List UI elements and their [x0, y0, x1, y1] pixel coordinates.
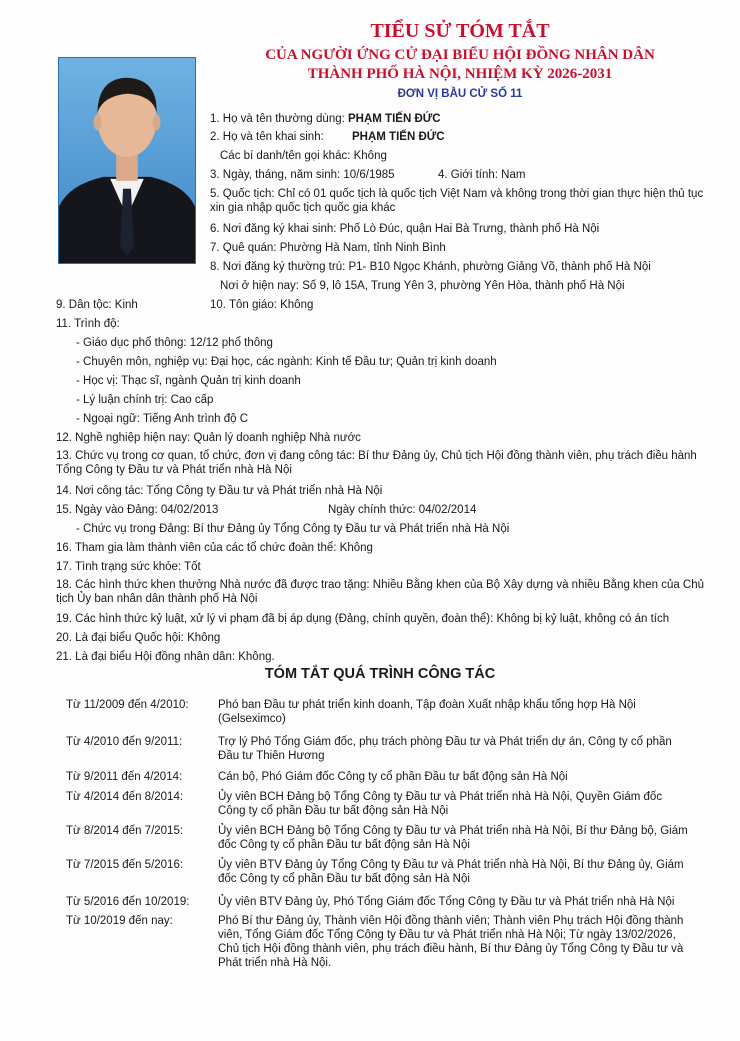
work-description: Ủy viên BCH Đảng bộ Tổng Công ty Đầu tư và Phát triển nhà Hà Nội, Bí thư Đảng bộ, Giám đốc Công ty cổ phần Đầu tư bất động sản Hà Nội	[218, 825, 688, 851]
field-nationality: 5. Quốc tịch: Chỉ có 01 quốc tịch là quốc tịch Việt Nam và không trong thời gian thực hiện thủ tục xin gia nhập quốc tịch quốc gia khác	[210, 188, 704, 214]
field-discipline: 19. Các hình thức kỷ luật, xử lý vi phạm đã bị áp dụng (Đảng, chính quyền, đoàn thể): Không bị kỷ luật, không có án tích	[56, 613, 670, 625]
work-description: Phó ban Đầu tư phát triển kinh doanh, Tập đoàn Xuất nhập khẩu tổng hợp Hà Nội (Gelseximco)	[218, 699, 636, 725]
field-gender: 4. Giới tính: Nam	[438, 169, 526, 181]
work-description: Ủy viên BTV Đảng ủy, Phó Tổng Giám đốc Tổng Công ty Đầu tư và Phát triển nhà Hà Nội	[218, 896, 675, 908]
work-period: Từ 9/2011 đến 4/2014:	[66, 771, 183, 783]
work-description: Phó Bí thư Đảng ủy, Thành viên Hội đồng thành viên; Thành viên Phụ trách Hội đồng thành viên, Tổng Giám đốc Tổng Công ty Đầu tư và Phát triển nhà Hà Nội; Từ ngày 13/02/2026, Chủ tịch Hội đồng thành viên, phụ trách điều hành, Bí thư Đảng ủy Tổng Công ty Đầu tư và Phát triển nhà Hà Nội.	[218, 915, 684, 969]
field-birth-registration: 6. Nơi đăng ký khai sinh: Phố Lò Đúc, quận Hai Bà Trưng, thành phố Hà Nội	[210, 223, 600, 235]
field-permanent-residence: 8. Nơi đăng ký thường trú: P1- B10 Ngọc Khánh, phường Giảng Võ, thành phố Hà Nội	[210, 261, 651, 273]
field-aliases: Các bí danh/tên gọi khác: Không	[220, 150, 387, 162]
work-description: Ủy viên BTV Đảng ủy Tổng Công ty Đầu tư và Phát triển nhà Hà Nội, Bí thư Đảng ủy, Giám đốc Công ty cổ phần Đầu tư bất động sản Hà Nội	[218, 859, 684, 885]
field-label: 1. Họ và tên thường dùng:	[210, 113, 348, 125]
document-subtitle: CỦA NGƯỜI ỨNG CỬ ĐẠI BIỂU HỘI ĐỒNG NHÂN DÂN	[265, 47, 655, 63]
candidate-name: PHẠM TIẾN ĐỨC	[348, 113, 441, 125]
field-current-residence: Nơi ở hiện nay: Số 9, lô 15A, Trung Yên 3, phường Yên Hòa, thành phố Hà Nội	[220, 280, 625, 292]
field-party-admission: 15. Ngày vào Đảng: 04/02/2013	[56, 504, 219, 516]
work-period: Từ 5/2016 đến 10/2019:	[66, 896, 190, 908]
work-description: Trợ lý Phó Tổng Giám đốc, phụ trách phòng Đầu tư và Phát triển dự án, Công ty cổ phần Đầu tư Thiên Hương	[218, 736, 672, 762]
field-date-of-birth: 3. Ngày, tháng, năm sinh: 10/6/1985	[210, 169, 395, 181]
work-period: Từ 8/2014 đến 7/2015:	[66, 825, 184, 837]
candidate-portrait-photo	[58, 57, 196, 264]
field-degree: - Học vị: Thạc sĩ, ngành Quản trị kinh doanh	[76, 375, 301, 387]
field-health: 17. Tình trạng sức khỏe: Tốt	[56, 561, 201, 573]
work-period: Từ 10/2019 đến nay:	[66, 915, 173, 927]
field-position: 13. Chức vụ trong cơ quan, tổ chức, đơn vị đang công tác: Bí thư Đảng ủy, Chủ tịch Hội đồng thành viên, phụ trách điều hành Tổng Công ty Đầu tư và Phát triển nhà Hà Nội	[56, 450, 697, 476]
work-description: Ủy viên BCH Đảng bộ Tổng Công ty Đầu tư và Phát triển nhà Hà Nội, Quyền Giám đốc Công ty cổ phần Đầu tư bất động sản Hà Nội	[218, 791, 663, 817]
field-workplace: 14. Nơi công tác: Tổng Công ty Đầu tư và Phát triển nhà Hà Nội	[56, 485, 383, 497]
field-general-education: - Giáo dục phổ thông: 12/12 phổ thông	[76, 337, 273, 349]
work-description: Cán bộ, Phó Giám đốc Công ty cổ phần Đầu tư bất động sản Hà Nội	[218, 771, 568, 783]
field-party-official: Ngày chính thức: 04/02/2014	[328, 504, 477, 516]
field-organizations: 16. Tham gia làm thành viên của các tổ chức đoàn thể: Không	[56, 542, 373, 554]
work-period: Từ 7/2015 đến 5/2016:	[66, 859, 184, 871]
field-common-name	[210, 112, 441, 126]
field-national-assembly: 20. Là đại biểu Quốc hội: Không	[56, 632, 221, 644]
field-party-position: - Chức vụ trong Đảng: Bí thư Đảng ủy Tổng Công ty Đầu tư và Phát triển nhà Hà Nội	[76, 523, 510, 535]
work-period: Từ 4/2014 đến 8/2014:	[66, 791, 184, 803]
work-period: Từ 4/2010 đến 9/2011:	[66, 736, 183, 748]
field-occupation: 12. Nghề nghiệp hiện nay: Quản lý doanh nghiệp Nhà nước	[56, 432, 361, 444]
field-hometown: 7. Quê quán: Phường Hà Nam, tỉnh Ninh Bình	[210, 242, 446, 254]
field-religion: 10. Tôn giáo: Không	[210, 299, 314, 311]
field-specialization: - Chuyên môn, nghiệp vụ: Đại học, các ngành: Kinh tế Đầu tư; Quản trị kinh doanh	[76, 356, 497, 368]
field-label: 2. Họ và tên khai sinh:	[210, 131, 324, 143]
work-history-title: TÓM TẮT QUÁ TRÌNH CÔNG TÁC	[264, 666, 496, 682]
document-subtitle-term: THÀNH PHỐ HÀ NỘI, NHIỆM KỲ 2026-2031	[307, 66, 613, 82]
field-awards: 18. Các hình thức khen thưởng Nhà nước đã được trao tặng: Nhiều Bằng khen của Bộ Xây dựng và nhiều Bằng khen của Chủ tịch Ủy ban nhân dân thành phố Hà Nội	[56, 579, 705, 605]
field-birth-name	[210, 130, 324, 144]
field-education-heading: 11. Trình độ:	[56, 318, 120, 330]
document-title: TIỂU SỬ TÓM TẮT	[370, 20, 550, 42]
work-period: Từ 11/2009 đến 4/2010:	[66, 699, 189, 711]
field-political-theory: - Lý luận chính trị: Cao cấp	[76, 394, 214, 406]
birth-name-value: PHẠM TIẾN ĐỨC	[352, 131, 445, 143]
electoral-unit: ĐƠN VỊ BẦU CỬ SỐ 11	[397, 88, 523, 100]
field-peoples-council: 21. Là đại biểu Hội đồng nhân dân: Không.	[56, 651, 275, 663]
field-ethnicity: 9. Dân tộc: Kinh	[56, 299, 138, 311]
field-foreign-language: - Ngoại ngữ: Tiếng Anh trình độ C	[76, 413, 248, 425]
